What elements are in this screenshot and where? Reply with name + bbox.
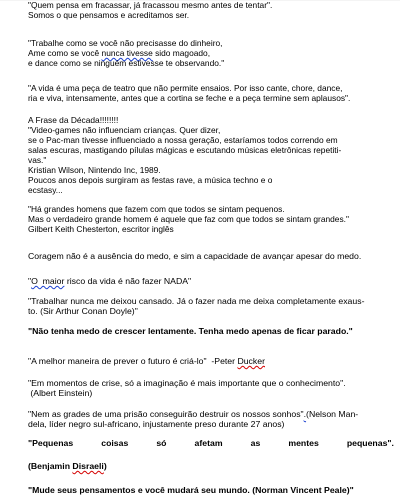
text-run: " bbox=[28, 276, 32, 286]
quote-line bbox=[28, 296, 394, 306]
text-run: se o Pac-man tivesse influenciado a nossa geração, estaríamos todos correndo em bbox=[28, 135, 338, 145]
quote-line bbox=[28, 356, 394, 366]
quote-chesterton bbox=[28, 204, 394, 234]
spellcheck-marked-word: . bbox=[303, 409, 307, 419]
quote-word: só bbox=[156, 438, 167, 448]
quote-line bbox=[28, 185, 394, 195]
text-run: "Em momentos de crise, só a imaginação é mais importante que o conhecimento". bbox=[28, 378, 346, 388]
text-run: Somos o que pensamos e acreditamos ser. bbox=[28, 10, 190, 20]
quote-line bbox=[28, 175, 394, 185]
text-run: "Mude seus pensamentos e você mudará seu mundo. (Norman Vincent Peale)" bbox=[28, 485, 354, 495]
spellcheck-marked-word: Disraeli bbox=[72, 461, 104, 471]
quote-line bbox=[28, 388, 394, 398]
quote-line bbox=[28, 93, 394, 103]
quote-line bbox=[28, 419, 394, 429]
quote-line bbox=[28, 48, 394, 58]
quote-line bbox=[28, 165, 394, 175]
text-run: "Trabalhe como se você não precisasse do dinheiro, bbox=[28, 38, 223, 48]
quote-disraeli bbox=[28, 461, 394, 471]
quote-line bbox=[28, 326, 394, 336]
text-run: sido magoado, bbox=[152, 48, 211, 58]
text-run: dela, líder negro sul-africano, injustamente preso durante 27 anos) bbox=[28, 419, 285, 429]
quote-word: afetam bbox=[194, 438, 223, 448]
text-run: risco da vida é não fazer NADA" bbox=[64, 276, 192, 286]
text-run: (Albert Einstein) bbox=[28, 388, 93, 398]
quote-word: mentes bbox=[288, 438, 319, 448]
quote-crescer-lentamente bbox=[28, 326, 394, 336]
quote-norman-peale bbox=[28, 485, 394, 495]
quote-line bbox=[28, 306, 394, 316]
spellcheck-marked-word: nunca tivesse bbox=[101, 48, 153, 58]
text-run: Poucos anos depois surgiram as festas rave, a música techno e o bbox=[28, 175, 273, 185]
quote-line bbox=[28, 378, 394, 388]
text-run: "Video-games não influenciam crianças. Quer dizer, bbox=[28, 125, 221, 135]
text-run: "A melhor maneira de prever o futuro é criá-lo" -Peter bbox=[28, 356, 238, 366]
quote-word: coisas bbox=[101, 438, 129, 448]
quote-word: pequenas". bbox=[346, 438, 394, 448]
text-run: ecstasy... bbox=[28, 185, 63, 195]
text-run: "Há grandes homens que fazem com que todos se sintam pequenos. bbox=[28, 204, 285, 214]
quote-frase-da-decada bbox=[28, 115, 394, 195]
text-run: ) bbox=[103, 461, 107, 471]
text-run: e dance como se ninguém estivesse te observando." bbox=[28, 58, 225, 68]
quote-line bbox=[28, 155, 394, 165]
quote-line bbox=[28, 485, 394, 495]
text-run: "Não tenha medo de crescer lentamente. Tenha medo apenas de ficar parado." bbox=[28, 326, 353, 336]
quote-line bbox=[28, 461, 394, 471]
text-run: Ame como se você bbox=[28, 48, 102, 58]
quote-line bbox=[28, 0, 394, 10]
text-run: ria e viva, intensamente, antes que a cortina se feche e a peça termine sem aplausos". bbox=[28, 93, 351, 103]
quote-prever-futuro bbox=[28, 356, 394, 366]
quote-line bbox=[28, 251, 394, 261]
quote-coragem bbox=[28, 251, 394, 261]
text-run: Gilbert Keith Chesterton, escritor inglês bbox=[28, 224, 174, 234]
text-run: vas." bbox=[28, 155, 47, 165]
quote-pequenas-coisas bbox=[28, 438, 394, 448]
quote-line bbox=[28, 115, 394, 125]
text-run: "Trabalhar nunca me deixou cansado. Já o fazer nada me deixa completamente exaus- bbox=[28, 296, 365, 306]
quote-line bbox=[28, 10, 394, 20]
text-run: "Nem as grades de uma prisão conseguirão destruir os nossos sonhos" bbox=[28, 409, 304, 419]
quote-line bbox=[28, 204, 394, 214]
text-run: "A vida é uma peça de teatro que não permite ensaios. Por isso cante, chore, dance, bbox=[28, 83, 343, 93]
quote-word: as bbox=[250, 438, 261, 448]
quote-mandela bbox=[28, 409, 394, 429]
quote-fracassar bbox=[28, 0, 394, 20]
text-run: (Nelson Man- bbox=[306, 409, 359, 419]
text-run: to. (Sir Arthur Conan Doyle)" bbox=[28, 306, 138, 316]
text-run: salas escuras, mastigando pílulas mágicas e escutando músicas eletrônicas repetiti- bbox=[28, 145, 342, 155]
quote-word: "Pequenas bbox=[28, 438, 74, 448]
quote-line bbox=[28, 276, 394, 286]
quote-line bbox=[28, 409, 394, 419]
quote-line bbox=[28, 58, 394, 68]
quote-line bbox=[28, 125, 394, 135]
quote-maior-risco bbox=[28, 276, 394, 286]
text-run: Mas o verdadeiro grande homem é aquele que faz com que todos se sintam grandes." bbox=[28, 214, 349, 224]
spellcheck-marked-word: O maior bbox=[31, 276, 65, 286]
quote-trabalhe-como bbox=[28, 38, 394, 68]
quote-line bbox=[28, 214, 394, 224]
text-run: Coragem não é a ausência do medo, e sim a capacidade de avançar apesar do medo. bbox=[28, 251, 362, 261]
quote-line bbox=[28, 38, 394, 48]
quote-vida-teatro bbox=[28, 83, 394, 103]
spellcheck-marked-word: Ducker bbox=[237, 356, 265, 366]
quote-conan-doyle bbox=[28, 296, 394, 316]
quote-einstein bbox=[28, 378, 394, 398]
text-run: (Benjamin bbox=[28, 461, 73, 471]
quote-line bbox=[28, 135, 394, 145]
text-run: A Frase da Década!!!!!!!! bbox=[28, 115, 119, 125]
quote-line bbox=[28, 145, 394, 155]
quote-line bbox=[28, 83, 394, 93]
text-run: "Quem pensa em fracassar, já fracassou mesmo antes de tentar". bbox=[28, 0, 273, 10]
quote-line bbox=[28, 224, 394, 234]
text-run: Kristian Wilson, Nintendo Inc, 1989. bbox=[28, 165, 161, 175]
